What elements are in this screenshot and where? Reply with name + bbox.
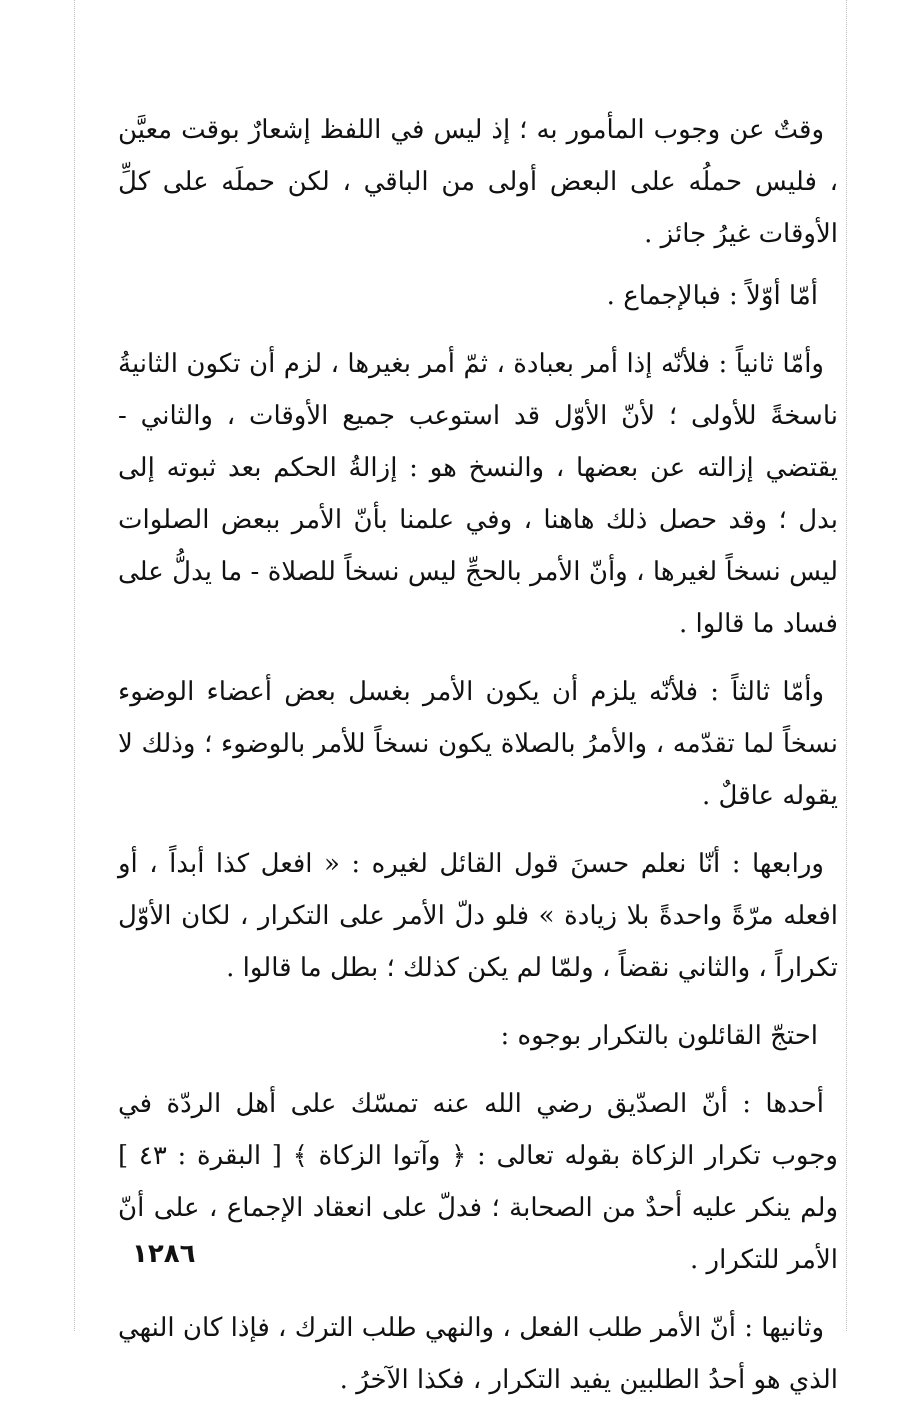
right-margin-guide — [846, 0, 847, 1331]
paragraph-continuation: وقتٌ عن وجوب المأمور به ؛ إذ ليس في اللفظ إشعارٌ بوقت معيَّن ، فليس حملُه على البعض أولى من الباقي ، لكن حملَه على كلِّ الأوقات غيرُ جائز . — [118, 115, 838, 249]
body-text — [118, 104, 838, 1422]
section-heading-arguments: احتجّ القائلون بالتكرار بوجوه : — [500, 1021, 818, 1051]
paragraph-fourth-point: ورابعها : أنّا نعلم حسنَ قول القائل لغيره : « افعل كذا أبداً ، أو افعله مرّةً واحدةً بلا زيادة » فلو دلّ الأمر على التكرار ، لكان الأوّل تكراراً ، والثاني نقضاً ، ولمّا لم يكن كذلك ؛ بطل ما قالوا . — [118, 849, 838, 983]
paragraph-first-point: أمّا أوّلاً : فبالإجماع . — [606, 281, 818, 311]
paragraph-argument-two: وثانيها : أنّ الأمر طلب الفعل ، والنهي طلب الترك ، فإذا كان النهي الذي هو أحدُ الطلبين يفيد التكرار ، فكذا الآخرُ . — [118, 1313, 838, 1395]
paragraph-argument-one: أحدها : أنّ الصدّيق رضي الله عنه تمسّك على أهل الردّة في وجوب تكرار الزكاة بقوله تعالى : ﴿ وآتوا الزكاة ﴾ [ البقرة : ٤٣ ] ولم ينكر عليه أحدٌ من الصحابة ؛ فدلّ على انعقاد الإجماع ، على أنّ الأمر للتكرار . — [118, 1089, 838, 1275]
left-margin-guide — [74, 0, 75, 1331]
paragraph-third-point: وأمّا ثالثاً : فلأنّه يلزم أن يكون الأمر بغسل بعض أعضاء الوضوء نسخاً لما تقدّمه ، والأمرُ بالصلاة يكون نسخاً للأمر بالوضوء ؛ وذلك لا يقوله عاقلٌ . — [118, 677, 838, 811]
paragraph-second-point: وأمّا ثانياً : فلأنّه إذا أمر بعبادة ، ثمّ أمر بغيرها ، لزم أن تكون الثانيةُ ناسخةً للأولى ؛ لأنّ الأوّل قد استوعب جميع الأوقات ، والثاني - يقتضي إزالته عن بعضها ، والنسخ هو : إزالةُ الحكم بعد ثبوته إلى بدل ؛ وقد حصل ذلك هاهنا ، وفي علمنا بأنّ الأمر ببعض الصلوات ليس نسخاً لغيرها ، وأنّ الأمر بالحجِّ ليس نسخاً للصلاة - ما يدلُّ على فساد ما قالوا . — [118, 349, 838, 639]
page-number: ١٢٨٦ — [132, 1239, 196, 1269]
